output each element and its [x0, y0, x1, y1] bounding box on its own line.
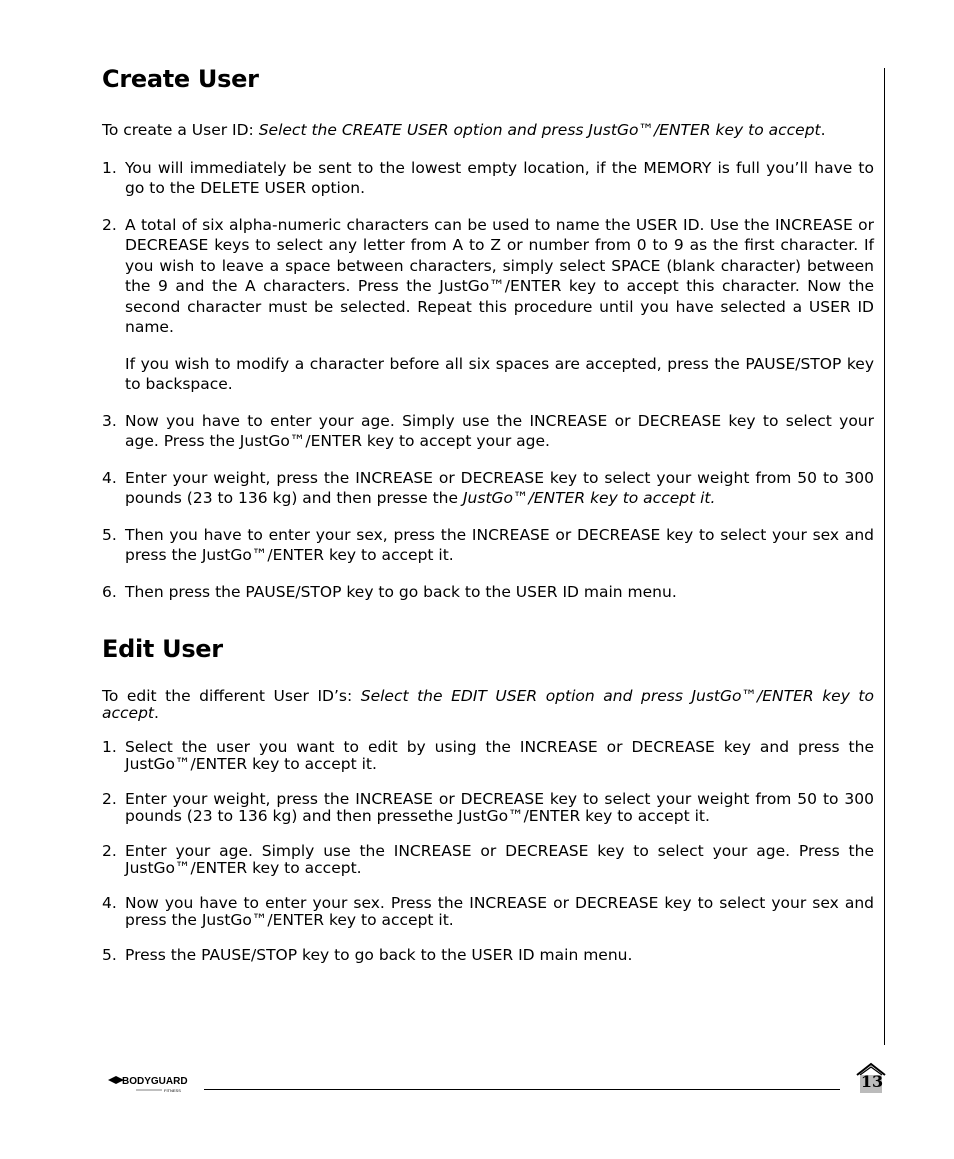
item-text: Then press the PAUSE/STOP key to go back to the USER ID main menu.: [125, 582, 677, 601]
intro-end: .: [154, 704, 159, 722]
item-number: 6.: [102, 582, 117, 601]
intro-instruction: Select the CREATE USER option and press JustGo™/ENTER key to accept: [258, 121, 821, 139]
list-item: [102, 895, 874, 929]
item-number: 2.: [102, 842, 117, 860]
svg-text:BODYGUARD: BODYGUARD: [122, 1076, 188, 1087]
list-item-note: If you wish to modify a character before all six spaces are accepted, press the PAUSE/STOP key to backspace.: [125, 354, 874, 393]
list-item: [102, 582, 874, 603]
item-number: 4.: [102, 894, 117, 912]
list-item: [102, 158, 874, 199]
item-text: Now you have to enter your age. Simply use the INCREASE or DECREASE key to select your age. Press the JustGo™/ENTER key to accept your age.: [125, 411, 874, 450]
item-text: Enter your weight, press the INCREASE or DECREASE key to select your weight from 50 to 300 pounds (23 to 136 kg) and then pressethe JustGo™/ENTER key to accept it.: [125, 790, 874, 825]
list-item: [102, 791, 874, 825]
list-item: [102, 411, 874, 452]
list-item: [102, 468, 874, 509]
item-text: Select the user you want to edit by using the INCREASE or DECREASE key and press the JustGo™/ENTER key to accept it.: [125, 738, 874, 773]
list-item: [102, 947, 874, 964]
section-title-edit-user: Edit User: [102, 635, 223, 663]
list-item: [102, 843, 874, 877]
item-text: Now you have to enter your sex. Press the INCREASE or DECREASE key to select your sex and press the JustGo™/ENTER key to accept it.: [125, 894, 874, 929]
intro-instruction: Select the EDIT USER option and press JustGo™/ENTER key to accept: [102, 687, 874, 722]
list-item: [102, 215, 874, 338]
item-text: A total of six alpha-numeric characters can be used to name the USER ID. Use the INCREASE or DECREASE keys to select any letter from A to Z or number from 0 to 9 as the first character. If you wish to leave a space between characters, simply select SPACE (blank character) between the 9 and the A characters. Press the JustGo™/ENTER key to accept this character. Now the second character must be selected. Repeat this procedure until you have selected a USER ID name.: [125, 215, 874, 336]
item-number: 1.: [102, 158, 117, 177]
intro-text: To create a User ID:: [102, 121, 259, 139]
list-item: [102, 739, 874, 773]
item-text-plain: Enter your weight, press the INCREASE or DECREASE key to select your weight from 50 to 300 pounds (23 to 136 kg) and then presse the: [125, 468, 874, 507]
item-text: You will immediately be sent to the lowest empty location, if the MEMORY is full you’ll have to go to the DELETE USER option.: [125, 158, 874, 197]
item-text: Enter your age. Simply use the INCREASE or DECREASE key to select your age. Press the JustGo™/ENTER key to accept.: [125, 842, 874, 877]
item-number: 5.: [102, 946, 117, 964]
item-number: 2.: [102, 215, 117, 234]
section-title-create-user: Create User: [102, 65, 259, 93]
right-margin-rule: [884, 68, 885, 1045]
edit-user-intro: [102, 688, 874, 722]
item-text: Then you have to enter your sex, press the INCREASE or DECREASE key to select your sex and press the JustGo™/ENTER key to accept it.: [125, 525, 874, 564]
item-text-italic: JustGo™/ENTER key to accept it.: [462, 489, 716, 507]
edit-user-steps: [102, 739, 874, 964]
bodyguard-logo: [106, 1072, 190, 1094]
item-number: 4.: [102, 468, 117, 487]
item-number: 1.: [102, 738, 117, 756]
item-number: 3.: [102, 411, 117, 430]
footer-rule: [204, 1089, 840, 1090]
item-text: Press the PAUSE/STOP key to go back to the USER ID main menu.: [125, 946, 633, 964]
svg-text:FITNESS: FITNESS: [164, 1088, 181, 1093]
page-number: 13: [860, 1072, 884, 1091]
page-content: [102, 62, 874, 982]
list-item: [102, 525, 874, 566]
intro-text: To edit the different User ID’s:: [102, 687, 361, 705]
item-number: 5.: [102, 525, 117, 544]
create-user-steps: [102, 158, 874, 603]
item-number: 2.: [102, 790, 117, 808]
create-user-intro: [102, 120, 874, 141]
intro-end: .: [820, 121, 826, 139]
item-text: [125, 468, 874, 509]
